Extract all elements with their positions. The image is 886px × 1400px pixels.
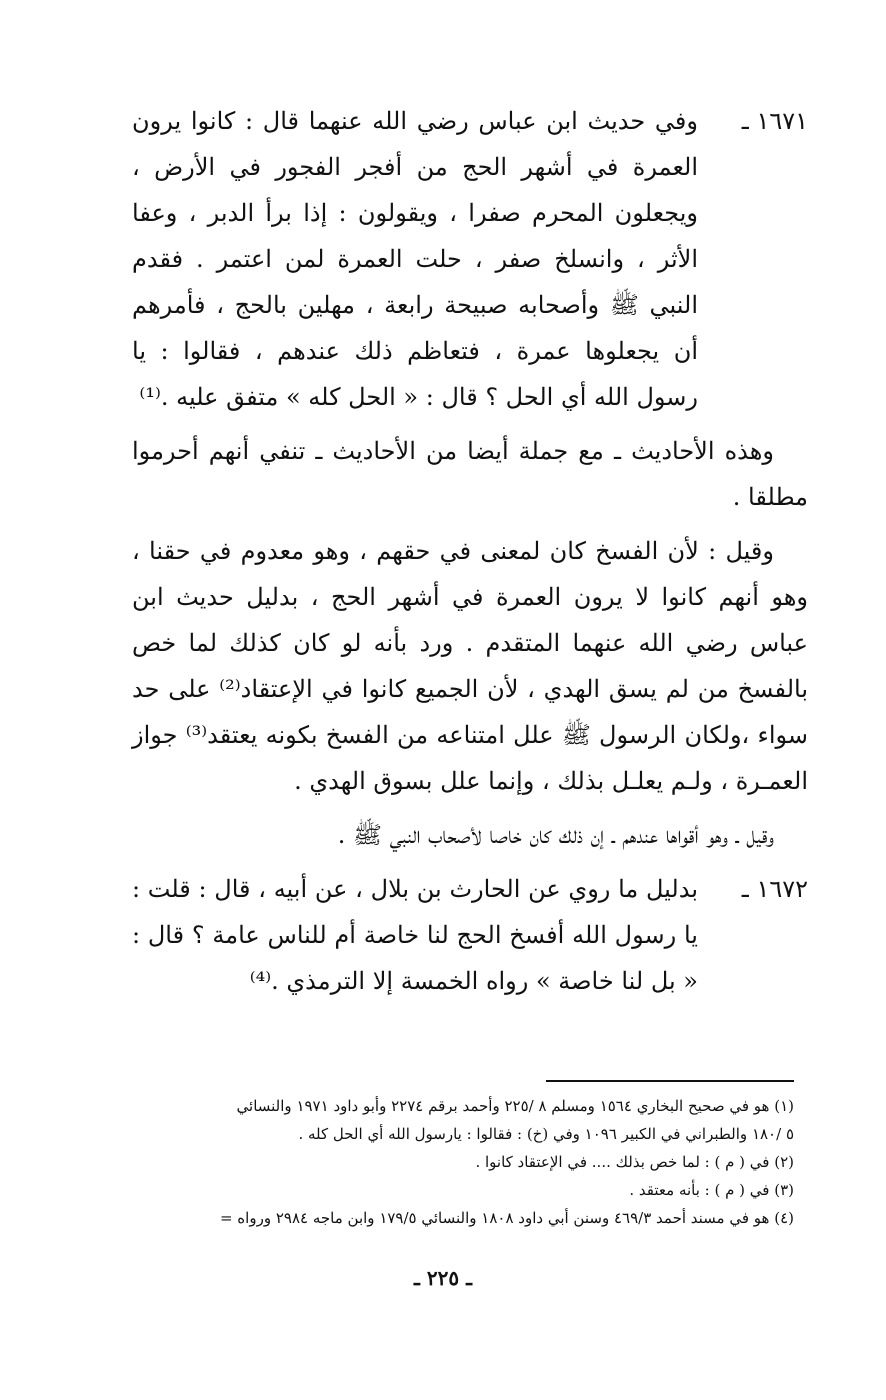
hadith-number: ١٦٧١ ـ xyxy=(741,107,808,135)
main-text xyxy=(132,98,808,1012)
hadith-1671 xyxy=(132,98,808,420)
paragraph: وقيل : لأن الفسخ كان لمعنى في حقهم ، وهو معدوم في حقنا ، وهو أنهم كانوا لا يرون العمرة في أشهر الحج ، بدليل حديث ابن عباس رضي الله عنهما المتقدم . ورد بأنه لو كان كذلك لما خص بالفسخ من لم يسق الهدي ، لأن الجميع كانوا في الإعتقاد⁽²⁾ على حد سواء ،ولكان الرسول ﷺ علل امتناعه من الفسخ بكونه يعتقد⁽³⁾ جواز العمـرة ، ولـم يعلـل بذلك ، وإنما علل بسوق الهدي . xyxy=(132,537,809,795)
footnote-1-continuation: ٥ /١٨٠ والطبراني في الكبير ١٠٩٦ وفي (خ) : فقالوا : يارسول الله أي الحل كله . xyxy=(298,1125,794,1143)
footnote-4: (٤) هو في مسند أحمد ٤٦٩/٣ وسنن أبي داود ١٨٠٨ والنسائي ١٧٩/٥ وابن ماجه ٢٩٨٤ ورواه = xyxy=(219,1209,794,1227)
hadith-number: ١٦٧٢ ـ xyxy=(741,875,808,903)
paragraph: وهذه الأحاديث ـ مع جملة أيضا من الأحاديث ـ تنفي أنهم أحرموا مطلقا . xyxy=(132,437,808,511)
hadith-1672 xyxy=(132,866,808,1004)
footnote-1: (١) هو في صحيح البخاري ١٥٦٤ ومسلم ٨ /٢٢٥ وأحمد برقم ٢٢٧٤ وأبو داود ١٩٧١ والنسائي xyxy=(236,1097,794,1115)
hadith-text: وفي حديث ابن عباس رضي الله عنهما قال : كانوا يرون العمرة في أشهر الحج من أفجر الفجور في الأرض ، ويجعلون المحرم صفرا ، ويقولون : إذا برأ الدبر ، وعفا الأثر ، وانسلخ صفر ، حلت العمرة لمن اعتمر . فقدم النبي ﷺ وأصحابه صبيحة رابعة ، مهلين بالحج ، فأمرهم أن يجعلوها عمرة ، فتعاظم ذلك عندهم ، فقالوا : يا رسول الله أي الحل ؟ قال : « الحل كله » متفق عليه .⁽¹⁾ xyxy=(132,107,699,411)
paragraph: وقيل ـ وهو أقواها عندهم ـ إن ذلك كان خاصا لأصحاب النبي ﷺ . xyxy=(337,821,774,849)
footnotes xyxy=(90,1092,794,1232)
page-number: ـ ٢٢٥ ـ xyxy=(414,1266,472,1290)
hadith-text: بدليل ما روي عن الحارث بن بلال ، عن أبيه ، قال : قلت : يا رسول الله أفسخ الحج لنا خاصة أم للناس عامة ؟ قال : « بل لنا خاصة » رواه الخمسة إلا الترمذي .⁽⁴⁾ xyxy=(132,875,698,995)
footnote-3: (٣) في ( م ) : بأنه معتقد . xyxy=(629,1181,794,1199)
footnote-separator xyxy=(546,1080,794,1082)
footnote-2: (٢) في ( م ) : لما خص بذلك .... في الإعتقاد كانوا . xyxy=(475,1153,794,1171)
